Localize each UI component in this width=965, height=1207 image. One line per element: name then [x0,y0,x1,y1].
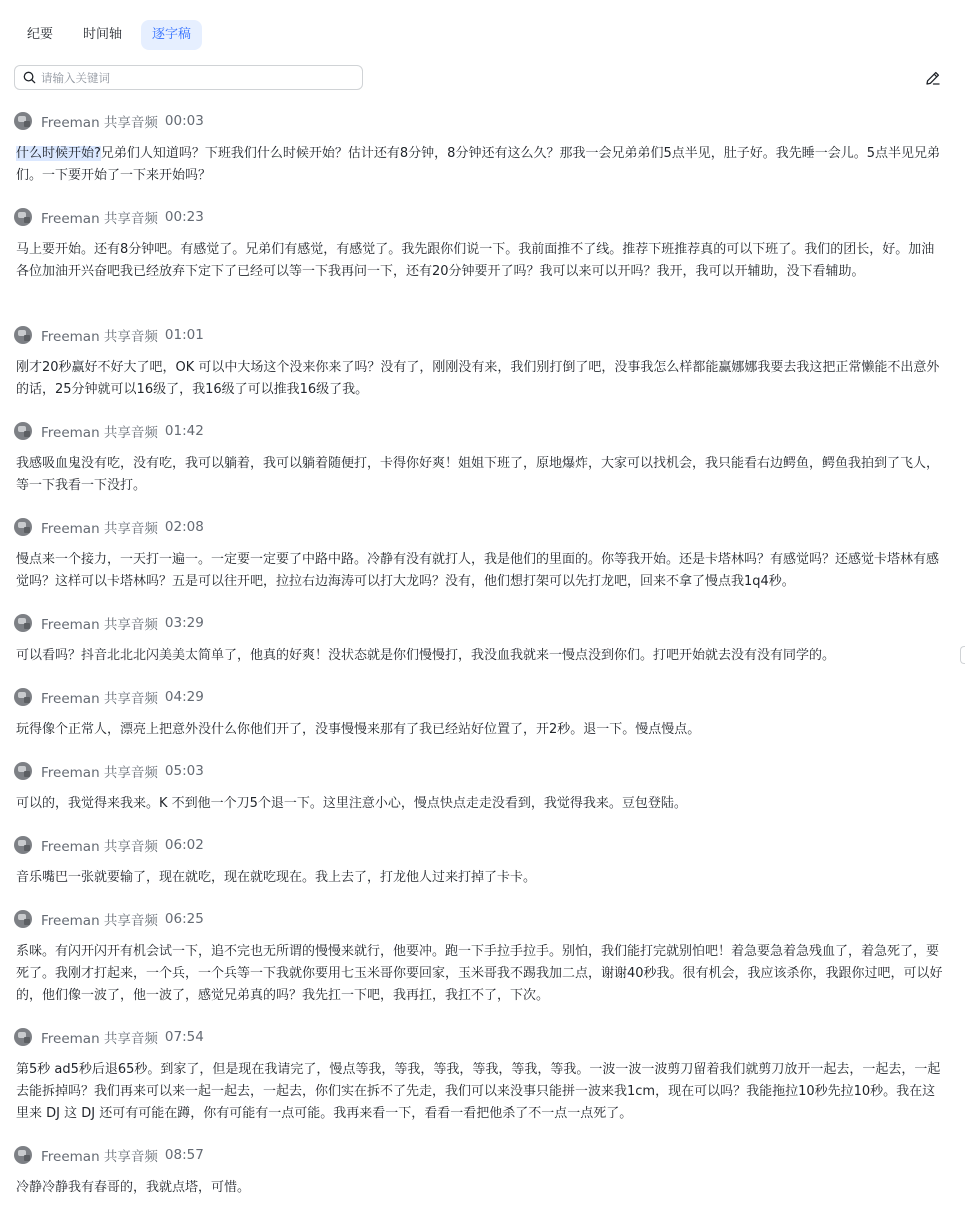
timestamp[interactable]: 08:57 [164,1147,204,1163]
sentence-text: 兄弟们人知道吗？下班我们什么时候开始？估计还有8分钟，8分钟还有这么久？那我一会兄弟弟们5点半见，肚子好。我先睡一会儿。5点半见兄弟们。一下要开始了一下来开始吗？ [16,146,940,183]
entry-header [14,1027,944,1047]
sentence-text: 慢点来一个接力，一天打一遍一。一定要一定要了中路中路。冷静有没有就打人，我是他们的里面的。你等我开始。还是卡塔林吗？有感觉吗？还感觉卡塔林有感觉吗？这样可以卡塔林吗？五是可以往开吧，拉拉右边海涛可以打大龙吗？没有，他们想打架可以先打龙吧，回来不拿了慢点我1q4秒。 [16,552,940,589]
transcript-entry [14,761,944,815]
speaker-avatar-icon [14,326,32,344]
timestamp[interactable]: 01:01 [164,327,204,343]
sentence-text: 可以看吗？抖音北北北闪美美太简单了，他真的好爽！没状态就是你们慢慢打，我没血我就来一慢点没到你们。打吧开始就去没有没有同学的。 [16,648,836,663]
transcript-text [16,719,944,741]
speaker-avatar-icon [14,112,32,130]
timestamp[interactable]: 04:29 [164,689,204,705]
search-input[interactable] [41,71,341,85]
speaker-name: Freeman 共享音频 [41,329,158,345]
transcript-entry [14,325,944,401]
transcript-text [16,941,944,1007]
speaker-name: Freeman 共享音频 [41,765,158,781]
transcript-text [16,1177,944,1199]
timestamp[interactable]: 06:25 [164,911,204,927]
entry-header [14,909,944,929]
timestamp[interactable]: 00:03 [164,113,204,129]
search-box[interactable] [14,65,363,90]
speaker-name: Freeman 共享音频 [41,1149,158,1165]
sentence-text: 系咪。有闪开闪开有机会试一下，追不完也无所谓的慢慢来就行，他要冲。跑一下手拉手拉手。别怕，我们能打完就别怕吧！着急要急着急残血了，着急死了，要死了。我刚才打起来，一个兵，一个兵等一下我就你要用七玉米哥你要回家，玉米哥我不踢我加二点，谢谢40秒我。很有机会，我应该杀你，我跟你过吧，可以好的，他们像一波了，他一波了，感觉兄弟真的吗？我先扛一下吧，我再扛，我扛不了，下次。 [16,944,943,1003]
speaker-name: Freeman 共享音频 [41,839,158,855]
entry-header [14,613,944,633]
collapse-handle[interactable] [960,646,965,664]
speaker-avatar-icon [14,1028,32,1046]
entry-header [14,421,944,441]
transcript-text [16,549,944,593]
transcript-entry [14,613,944,667]
speaker-avatar-icon [14,762,32,780]
sentence-text: 音乐嘴巴一张就要输了，现在就吃，现在就吃现在。我上去了，打龙他人过来打掉了卡卡。 [16,870,537,885]
timestamp[interactable]: 07:54 [164,1029,204,1045]
speaker-name: Freeman 共享音频 [41,521,158,537]
transcript-entry [14,835,944,889]
timestamp[interactable]: 05:03 [164,763,204,779]
speaker-name: Freeman 共享音频 [41,913,158,929]
transcript-text [16,1059,944,1125]
speaker-name: Freeman 共享音频 [41,691,158,707]
tab-summary[interactable]: 纪要 [27,27,54,42]
entry-header [14,835,944,855]
sentence-text: 马上要开始。还有8分钟吧。有感觉了。兄弟们有感觉，有感觉了。我先跟你们说一下。我前面推不了线。推荐下班推荐真的可以下班了。我们的团长，好。加油各位加油开兴奋吧我已经放弃下定下了已经可以等一下我再问一下，还有20分钟要开了吗？我可以来可以开吗？我开，我可以开辅助，没下看辅助。 [16,242,935,279]
entry-header [14,325,944,345]
transcript-entry [14,111,944,187]
speaker-avatar-icon [14,208,32,226]
transcript-text [16,645,944,667]
transcript-entry [14,1027,944,1125]
transcript-text [16,453,944,497]
timestamp[interactable]: 06:02 [164,837,204,853]
edit-pencil-icon[interactable] [924,69,942,87]
sentence-text: 可以的，我觉得来我来。K 不到他一个刀5个退一下。这里注意小心，慢点快点走走没看到，我觉得我来。豆包登陆。 [16,796,687,811]
tab-transcript[interactable]: 逐字稿 [141,20,202,50]
sentence-text: 我感吸血鬼没有吃，没有吃，我可以躺着，我可以躺着随便打，卡得你好爽！姐姐下班了，原地爆炸，大家可以找机会，我只能看右边鳄鱼，鳄鱼我拍到了飞人，等一下我看一下没打。 [16,456,940,493]
speaker-avatar-icon [14,614,32,632]
speaker-avatar-icon [14,1146,32,1164]
sentence-text: 玩得像个正常人，漂亮上把意外没什么你他们开了，没事慢慢来那有了我已经站好位置了，开2秒。退一下。慢点慢点。 [16,722,701,737]
transcript-entry [14,517,944,593]
timestamp[interactable]: 03:29 [164,615,204,631]
entry-header [14,1145,944,1165]
transcript-entry [14,1145,944,1199]
timestamp[interactable]: 02:08 [164,519,204,535]
speaker-name: Freeman 共享音频 [41,211,158,227]
transcript-text [16,867,944,889]
transcript-entry [14,909,944,1007]
speaker-avatar-icon [14,836,32,854]
sentence-text: 冷静冷静我有春哥的，我就点塔，可惜。 [16,1180,251,1195]
transcript-text [16,793,944,815]
speaker-avatar-icon [14,688,32,706]
speaker-name: Freeman 共享音频 [41,425,158,441]
transcript-text [16,143,944,187]
transcript-entry [14,207,944,283]
sentence-text: 刚才20秒赢好不好大了吧，OK 可以中大场这个没来你来了吗？没有了，刚刚没有来，我们别打倒了吧，没事我怎么样都能赢娜娜我要去我这把正常懒能不出意外的话，25分钟就可以16级了，我16级了可以推我16级了我。 [16,360,940,397]
speaker-name: Freeman 共享音频 [41,617,158,633]
transcript-text [16,239,944,283]
entry-header [14,111,944,131]
transcript-entry [14,421,944,497]
highlighted-phrase: 什么时候开始? [16,146,101,161]
speaker-avatar-icon [14,518,32,536]
speaker-name: Freeman 共享音频 [41,115,158,131]
speaker-avatar-icon [14,422,32,440]
tab-timeline[interactable]: 时间轴 [83,27,123,42]
transcript-text [16,357,944,401]
transcript-entry [14,687,944,741]
search-icon [23,71,36,84]
entry-header [14,207,944,227]
timestamp[interactable]: 00:23 [164,209,204,225]
timestamp[interactable]: 01:42 [164,423,204,439]
view-tabs [16,20,202,50]
entry-header [14,687,944,707]
speaker-avatar-icon [14,910,32,928]
entry-header [14,761,944,781]
speaker-name: Freeman 共享音频 [41,1031,158,1047]
sentence-text: 第5秒 ad5秒后退65秒。到家了，但是现在我请完了，慢点等我，等我，等我，等我，等我，等我。一波一波一波剪刀留着我们就剪刀放开一起去，一起去，一起去能拆掉吗？我们再来可以来一起一起去，一起去，你们实在拆不了先走，我们可以来没事只能拼一波来我1cm，现在可以吗？我能拖拉10秒先拉10秒。我在这里来 DJ 这 DJ 还可有可能在蹲，你有可能有一点可能。我再来看一下，看看一看把他杀了不一点一点死了。 [16,1062,941,1121]
entry-header [14,517,944,537]
